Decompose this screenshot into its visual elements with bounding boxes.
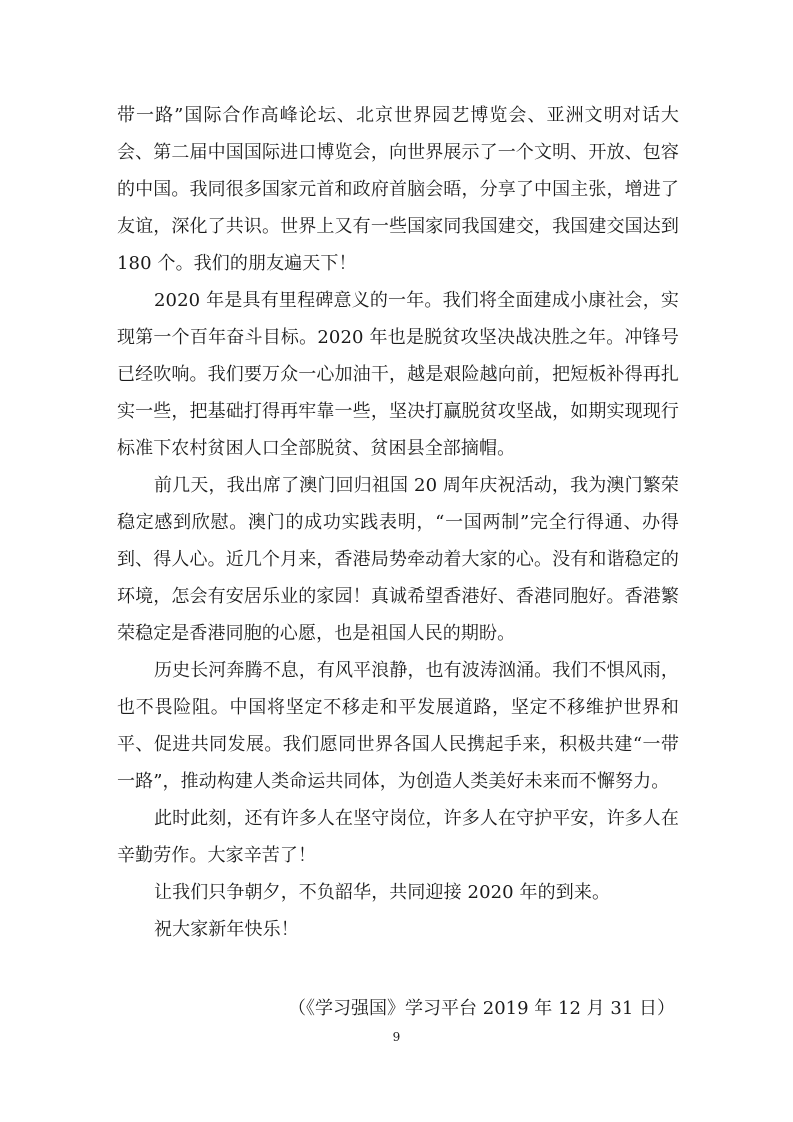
document-body — [117, 97, 679, 948]
paragraph-welcome-2020: 让我们只争朝夕，不负韶华，共同迎接 2020 年的到来。 — [154, 882, 611, 903]
source-signature: （《学习强国》学习平台 2019 年 12 月 31 日） — [288, 998, 675, 1019]
paragraph-2020-goals: 2020 年是具有里程碑意义的一年。我们将全面建成小康社会，实现第一个百年奋斗目标。2020 年也是脱贫攻坚决战决胜之年。冲锋号已经吹响。我们要万众一心加油干，越是艰险越向前，把短板补得再扎实一些，把基础打得再牢靠一些，坚决打赢脱贫攻坚战，如期实现现行标准下农村贫困人口全部脱贫、贫困县全部摘帽。 — [117, 290, 679, 459]
paragraph-peaceful-development: 历史长河奔腾不息，有风平浪静，也有波涛汹涌。我们不惧风雨，也不畏险阻。中国将坚定不移走和平发展道路，坚定不移维护世界和平、促进共同发展。我们愿同世界各国人民携起手来，积极共建“一带一路”，推动构建人类命运共同体，为创造人类美好未来而不懈努力。 — [117, 660, 679, 792]
paragraph-thanks-workers: 此时此刻，还有许多人在坚守岗位，许多人在守护平安，许多人在辛勤劳作。大家辛苦了！ — [117, 808, 679, 866]
paragraph-new-year-wishes: 祝大家新年快乐！ — [154, 919, 299, 940]
page-number: 9 — [392, 1030, 401, 1044]
paragraph-continuation: 带一路”国际合作高峰论坛、北京世界园艺博览会、亚洲文明对话大会、第二届中国国际进口博览会，向世界展示了一个文明、开放、包容的中国。我同很多国家元首和政府首脑会晤，分享了中国主张，增进了友谊，深化了共识。世界上又有一些国家同我国建交，我国建交国达到 180 个。我们的朋友遍天下！ — [117, 105, 679, 274]
paragraph-macau-hongkong: 前几天，我出席了澳门回归祖国 20 周年庆祝活动，我为澳门繁荣稳定感到欣慰。澳门的成功实践表明，“一国两制”完全行得通、办得到、得人心。近几个月来，香港局势牵动着大家的心。没有和谐稳定的环境，怎会有安居乐业的家园！真诚希望香港好、香港同胞好。香港繁荣稳定是香港同胞的心愿，也是祖国人民的期盼。 — [117, 475, 679, 644]
